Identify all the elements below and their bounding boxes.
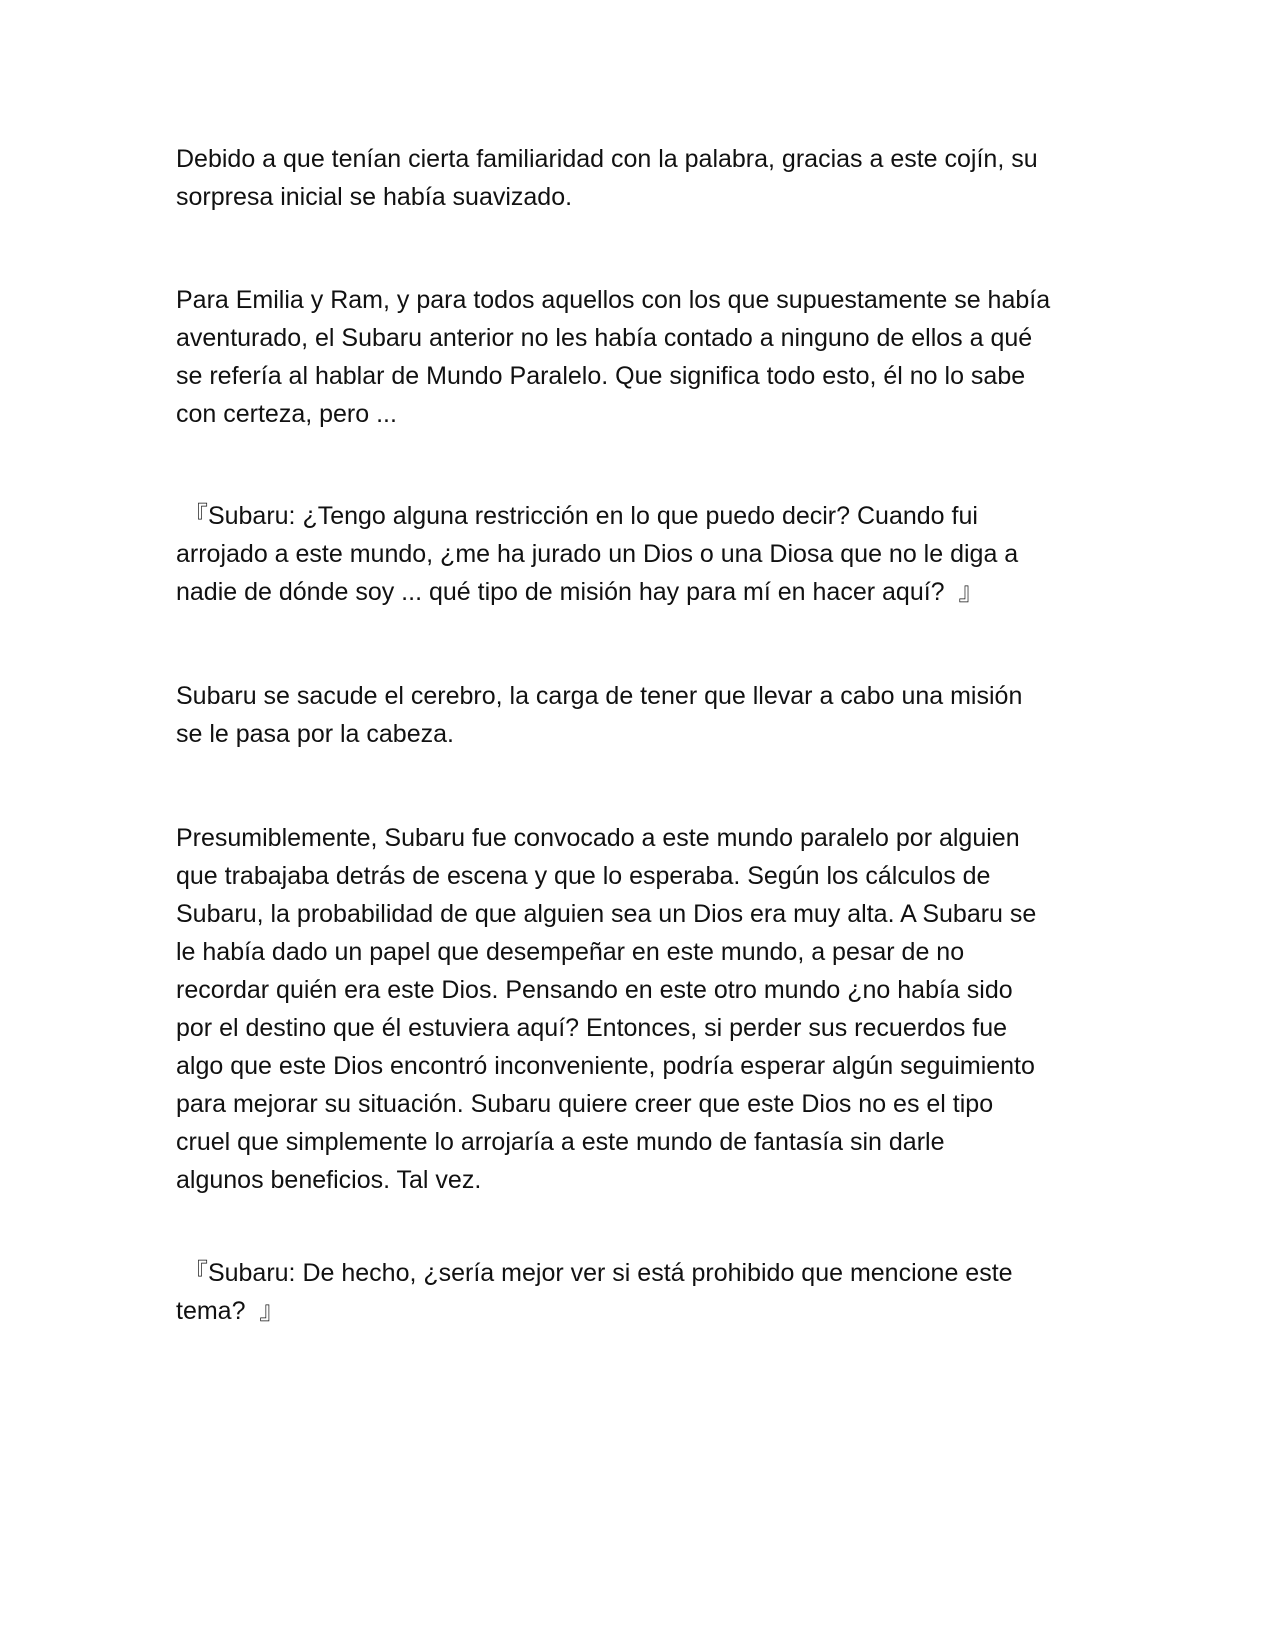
text-line: Presumiblemente, Subaru fue convocado a este mundo paralelo por alguien: [176, 824, 1020, 852]
dialogue-paragraph-2: [176, 1254, 1106, 1330]
text-line: cruel que simplemente lo arrojaría a este mundo de fantasía sin darle: [176, 1128, 945, 1156]
text-line: Subaru se sacude el cerebro, la carga de tener que llevar a cabo una misión: [176, 682, 1023, 710]
text-line: por el destino que él estuviera aquí? Entonces, si perder sus recuerdos fue: [176, 1014, 1008, 1042]
text-line: que trabajaba detrás de escena y que lo esperaba. Según los cálculos de: [176, 862, 991, 890]
paragraph-2: [176, 281, 1106, 433]
text-line: Para Emilia y Ram, y para todos aquellos con los que supuestamente se había: [176, 286, 1051, 314]
text-line: se le pasa por la cabeza.: [176, 720, 454, 748]
dialogue-paragraph-1: [176, 497, 1106, 611]
text-line: para mejorar su situación. Subaru quiere creer que este Dios no es el tipo: [176, 1090, 994, 1118]
paragraph-3: [176, 677, 1106, 753]
text-line: le había dado un papel que desempeñar en este mundo, a pesar de no: [176, 938, 965, 966]
paragraph-4: [176, 819, 1106, 1199]
text-line: se refería al hablar de Mundo Paralelo. Que significa todo esto, él no lo sabe: [176, 362, 1026, 390]
text-line: algunos beneficios. Tal vez.: [176, 1166, 482, 1194]
text-line: nadie de dónde soy ... qué tipo de misión hay para mí en hacer aquí? 』: [176, 578, 984, 606]
text-line: arrojado a este mundo, ¿me ha jurado un Dios o una Diosa que no le diga a: [176, 540, 1019, 568]
text-line: recordar quién era este Dios. Pensando en este otro mundo ¿no había sido: [176, 976, 1013, 1004]
paragraph-1: [176, 140, 1106, 216]
text-line: algo que este Dios encontró inconveniente, podría esperar algún seguimiento: [176, 1052, 1035, 1080]
text-line: Debido a que tenían cierta familiaridad con la palabra, gracias a este cojín, su: [176, 145, 1038, 173]
text-line: 『Subaru: ¿Tengo alguna restricción en lo que puedo decir? Cuando fui: [176, 502, 978, 530]
text-line: 『Subaru: De hecho, ¿sería mejor ver si está prohibido que mencione este: [176, 1259, 1013, 1287]
text-line: con certeza, pero ...: [176, 400, 397, 428]
text-line: tema? 』: [176, 1297, 285, 1325]
text-line: aventurado, el Subaru anterior no les había contado a ninguno de ellos a qué: [176, 324, 1033, 352]
text-line: Subaru, la probabilidad de que alguien sea un Dios era muy alta. A Subaru se: [176, 900, 1037, 928]
text-line: sorpresa inicial se había suavizado.: [176, 183, 573, 211]
